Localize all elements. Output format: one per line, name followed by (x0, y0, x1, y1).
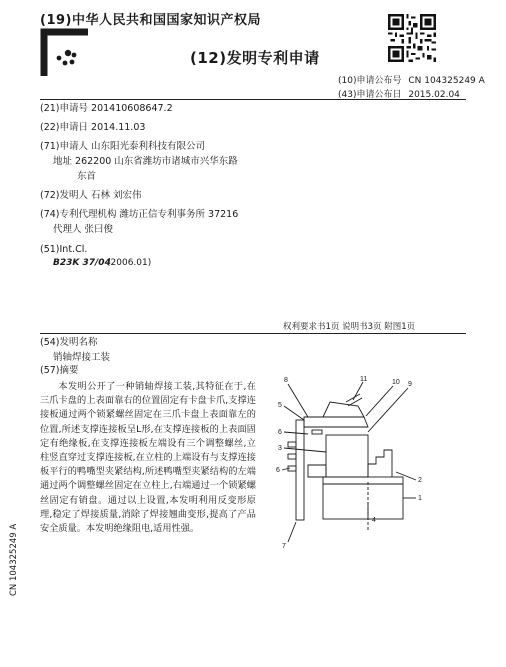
invention-title: 销轴焊接工装 (53, 352, 111, 363)
qr-code (388, 14, 436, 62)
document-type: (12)发明专利申请 (190, 49, 320, 67)
publication-date-label: (43)申请公布日 (338, 90, 402, 100)
leader-2 (396, 472, 416, 480)
cnipa-emblem (38, 26, 94, 82)
label-1: 1 (418, 495, 422, 502)
label-4: 4 (372, 517, 376, 524)
header-rule (40, 99, 466, 100)
publication-number: CN 104325249 A (408, 76, 485, 86)
address-line-1: 地址 262200 山东省潍坊市诸城市兴华东路 (53, 156, 238, 167)
adjust-screw-1 (288, 442, 296, 447)
leader-6b (282, 468, 290, 470)
label-2: 2 (418, 477, 422, 484)
clamp-jaw (323, 402, 364, 417)
label-6b: 6 (276, 467, 280, 474)
label-5: 5 (278, 402, 282, 409)
clamp-plate (304, 417, 368, 427)
office-title: (19)中华人民共和国国家知识产权局 (40, 13, 261, 28)
page-counts: 权利要求书1页 说明书3页 附图1页 (283, 322, 416, 332)
publication-date: 2015.02.04 (408, 90, 460, 100)
ipc-version: (2006.01) (107, 258, 152, 268)
support-block (326, 435, 368, 477)
section-rule (40, 333, 466, 334)
side-publication-id: CN 104325249 A (9, 523, 19, 596)
label-6a: 6 (278, 429, 282, 436)
leader-8 (288, 384, 308, 417)
application-number: (21)申请号 201410608647.2 (40, 103, 173, 114)
leader-11 (353, 382, 363, 400)
insulation-board (312, 430, 322, 434)
chuck-body (323, 477, 403, 519)
adjust-screw-2 (288, 454, 296, 459)
patent-figure (268, 372, 440, 562)
chuck-jaw (368, 450, 392, 477)
leader-7 (288, 522, 296, 542)
label-10: 10 (392, 379, 400, 386)
leader-10 (366, 386, 393, 416)
leader-3 (284, 448, 326, 452)
inventors: (72)发明人 石林 刘宏伟 (40, 190, 142, 201)
int-cl-label: (51)Int.Cl. (40, 244, 88, 255)
label-3: 3 (278, 445, 282, 452)
publication-number-row (338, 73, 485, 86)
abstract-label: (57)摘要 (40, 365, 79, 376)
label-7: 7 (282, 543, 286, 550)
column (296, 420, 304, 520)
leader-9 (368, 388, 408, 432)
label-9: 9 (408, 381, 412, 388)
ipc-code: B23K 37/04 (53, 258, 111, 268)
title-label: (54)发明名称 (40, 337, 98, 348)
application-date: (22)申请日 2014.11.03 (40, 122, 146, 133)
l-plate (308, 465, 326, 477)
abstract-text: 本发明公开了一种销轴焊接工装,其特征在于,在三爪卡盘的上表面靠右的位置固定有卡盘卡爪,支撑连接板通过两个锁紧螺丝固定在三爪卡盘上表面靠左的位置,所述支撑连接板呈L形,在支撑连接板的上表面固定有绝缘板,在支撑连接板左端设有三个调整螺丝,立柱竖直穿过支撑连接板,在立柱的上端设有与支撑连接板平行的鸭嘴型夹紧结构,所述鸭嘴型夹紧结构的左端通过两个调整螺丝固定在立柱上,右端通过一个锁紧螺丝固定有销盘。通过以上设置,本发明利用反变形原理,稳定了焊接质量,消除了焊接翘曲变形,提高了产品安全质量。本发明绝缘阻电,适用性强。 (40, 381, 256, 535)
leader-5 (284, 406, 304, 420)
label-11: 11 (360, 376, 368, 383)
address-line-2: 东首 (77, 171, 97, 182)
patent-agency: (74)专利代理机构 潍坊正信专利事务所 37216 (40, 209, 239, 220)
patent-agent: 代理人 张曰俊 (53, 224, 114, 235)
applicant: (71)申请人 山东阳光泰利科技有限公司 (40, 141, 206, 152)
label-8: 8 (284, 377, 288, 384)
publication-number-label: (10)申请公布号 (338, 76, 402, 86)
